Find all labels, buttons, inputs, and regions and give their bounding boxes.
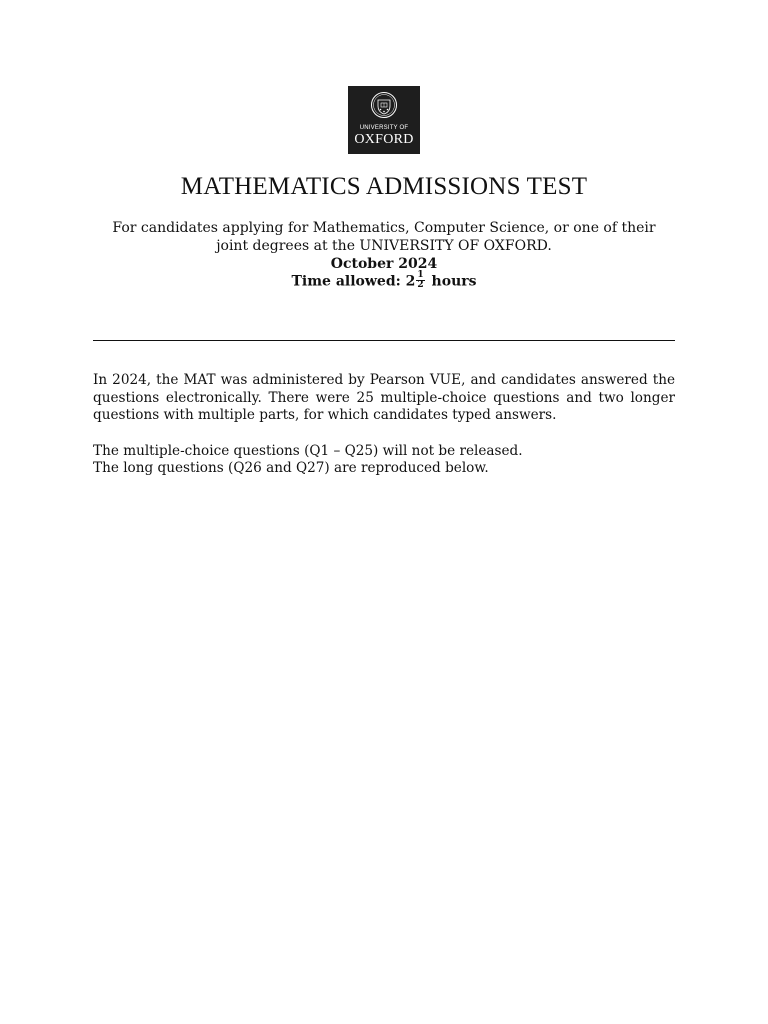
mcq-note: The multiple-choice questions (Q1 – Q25) will not be released. (93, 443, 523, 459)
oxford-logo (348, 86, 420, 154)
page-title: MATHEMATICS ADMISSIONS TEST (180, 173, 588, 200)
subtitle: For candidates applying for Mathematics, Computer Science, or one of their joint degrees at the UNIVERSITY OF OXFORD. (112, 220, 656, 254)
time-fraction (416, 271, 424, 290)
long-questions-note: The long questions (Q26 and Q27) are reproduced below. (93, 460, 489, 476)
logo-line-university: UNIVERSITY OF (359, 125, 409, 131)
crest-icon (370, 91, 398, 121)
time-allowed (0, 272, 768, 291)
intro-paragraph: In 2024, the MAT was administered by Pearson VUE, and candidates answered the questions electronically. There were 25 multiple-choice questions and two longer questions with multiple parts, for which candidates typed answers. (93, 372, 675, 423)
time-fraction-denominator: 2 (417, 280, 424, 290)
horizontal-divider (93, 340, 675, 341)
time-allowed-label: Time allowed: 2 (291, 273, 416, 290)
exam-date: October 2024 (330, 256, 438, 272)
time-fraction-numerator: 1 (417, 270, 424, 280)
time-allowed-unit: hours (431, 273, 477, 290)
logo-line-oxford: OXFORD (354, 132, 414, 147)
